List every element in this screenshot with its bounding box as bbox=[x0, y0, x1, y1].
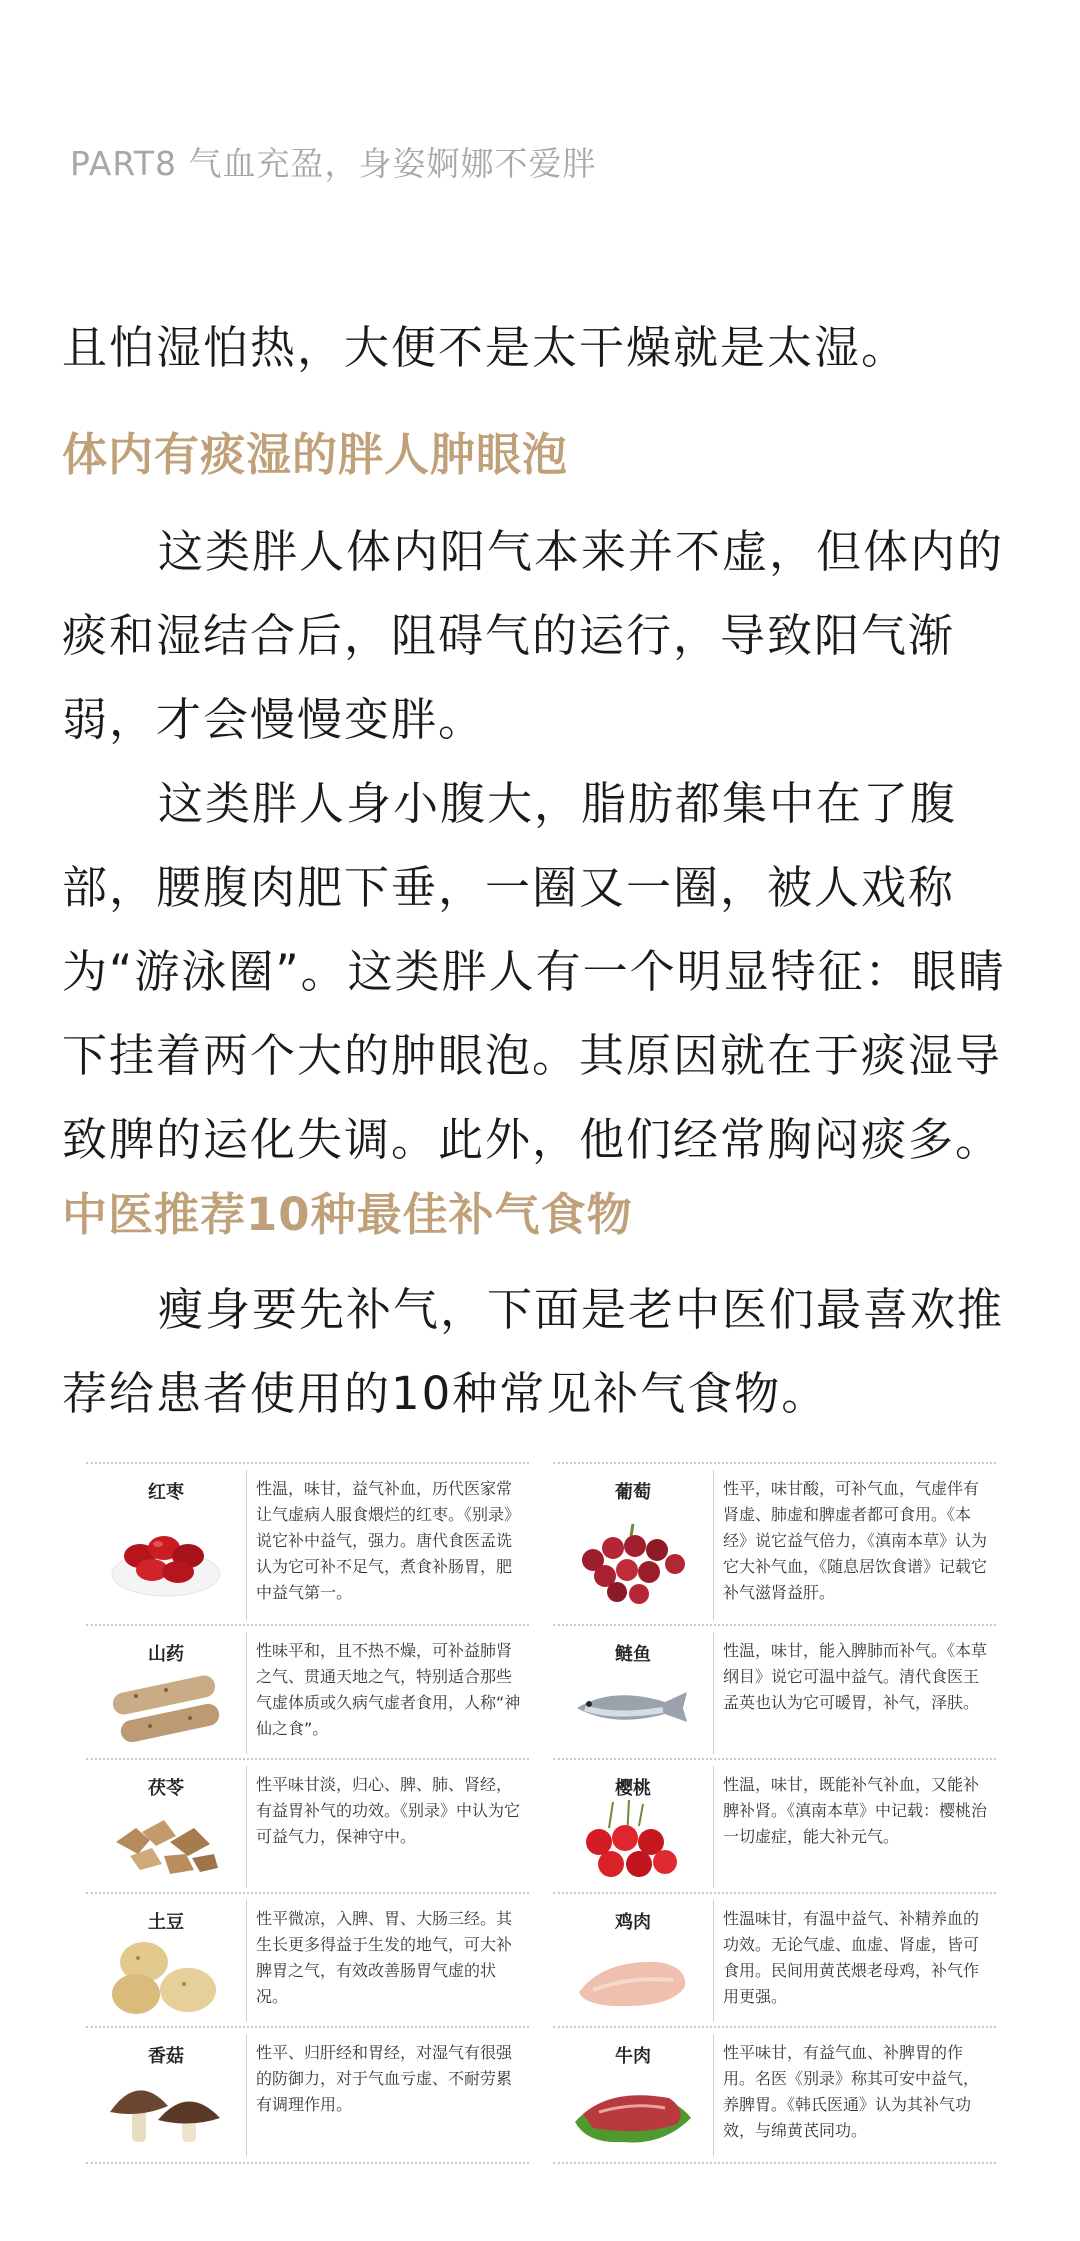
heading-phlegm-dampness: 体内有痰湿的胖人肿眼泡 bbox=[62, 428, 569, 481]
food-table bbox=[86, 1462, 996, 2172]
food-name: 土豆 bbox=[148, 1912, 184, 1933]
food-description: 性平味甘，有益气血、补脾胃的作用。名医《别录》称其可安中益气，养脾胃。《韩氏医通》认为其补气功效，与绵黄芪同功。 bbox=[723, 2043, 980, 2140]
food-description: 性温，味甘，能入脾肺而补气。《本草纲目》说它可温中益气。清代食医王孟英也认为它可暖胃，补气，泽肤。 bbox=[723, 1641, 988, 1712]
cherry-image bbox=[573, 1798, 693, 1884]
divider bbox=[246, 1766, 247, 1888]
food-row-beef bbox=[553, 2026, 996, 2164]
food-row-yam bbox=[86, 1624, 529, 1760]
red-dates-image bbox=[106, 1512, 226, 1598]
paragraph-2 bbox=[62, 762, 1032, 1182]
food-description: 性平微凉，入脾、胃、大肠三经。其生长更多得益于生发的地气，可大补脾胃之气，有效改善肠胃气虚的状况。 bbox=[256, 1909, 513, 2006]
food-row-poria bbox=[86, 1758, 529, 1894]
food-description: 性温，味甘，益气补血，历代医家常让气虚病人服食煨烂的红枣。《别录》说它补中益气，强力。唐代食医孟诜认为它可补不足气，煮食补肠胃，肥中益气第一。 bbox=[256, 1479, 521, 1602]
divider bbox=[246, 1470, 247, 1620]
food-description: 性味平和，且不热不燥，可补益肺肾之气、贯通天地之气，特别适合那些气虚体质或久病气虚者食用，人称“神仙之食”。 bbox=[256, 1641, 521, 1738]
divider bbox=[713, 1900, 714, 2022]
food-description: 性平、归肝经和胃经，对湿气有很强的防御力，对于气血亏虚、不耐劳累有调理作用。 bbox=[256, 2043, 513, 2114]
food-name: 茯苓 bbox=[148, 1778, 184, 1799]
divider bbox=[246, 1632, 247, 1754]
paragraph-1 bbox=[62, 510, 1032, 762]
paragraph-intro: 且怕湿怕热，大便不是太干燥就是太湿。 bbox=[62, 321, 909, 374]
poria-image bbox=[106, 1798, 226, 1884]
food-name: 鸡肉 bbox=[615, 1912, 651, 1933]
food-row-chicken bbox=[553, 1892, 996, 2028]
food-description: 性温，味甘，既能补气补血，又能补脾补肾。《滇南本草》中记载：樱桃治一切虚症，能大补元气。 bbox=[723, 1775, 988, 1846]
food-name: 鲢鱼 bbox=[615, 1644, 651, 1665]
food-row-potato bbox=[86, 1892, 529, 2028]
paragraph-1-text: 这类胖人体内阳气本来并不虚，但体内的痰和湿结合后，阻碍气的运行，导致阳气渐弱，才会慢慢变胖。 bbox=[62, 525, 1005, 746]
paragraph-2-text: 这类胖人身小腹大，脂肪都集中在了腹部，腰腹肉肥下垂，一圈又一圈，被人戏称为“游泳圈”。这类胖人有一个明显特征：眼睛下挂着两个大的肿眼泡。其原因就在于痰湿导致脾的运化失调。此外，他们经常胸闷痰多。 bbox=[62, 777, 1006, 1166]
food-row-silver-carp bbox=[553, 1624, 996, 1760]
food-row-cherry bbox=[553, 1758, 996, 1894]
fish-image bbox=[573, 1662, 693, 1748]
divider bbox=[713, 1470, 714, 1620]
paragraph-3-text: 瘦身要先补气，下面是老中医们最喜欢推荐给患者使用的10种常见补气食物。 bbox=[62, 1283, 1005, 1420]
food-row-red-dates bbox=[86, 1462, 529, 1626]
divider bbox=[713, 1632, 714, 1754]
food-row-mushroom bbox=[86, 2026, 529, 2164]
food-name: 红枣 bbox=[148, 1482, 184, 1503]
chicken-image bbox=[573, 1934, 693, 2020]
food-name: 山药 bbox=[148, 1644, 184, 1665]
food-description: 性温味甘，有温中益气、补精养血的功效。无论气虚、血虚、肾虚，皆可食用。民间用黄芪煨老母鸡，补气作用更强。 bbox=[723, 1909, 980, 2006]
yam-image bbox=[106, 1666, 226, 1752]
divider bbox=[246, 2034, 247, 2156]
potato-image bbox=[106, 1932, 226, 2018]
food-name: 牛肉 bbox=[615, 2046, 651, 2067]
food-name: 葡萄 bbox=[615, 1482, 651, 1503]
food-name: 香菇 bbox=[148, 2046, 184, 2067]
beef-image bbox=[573, 2066, 693, 2152]
grape-image bbox=[573, 1520, 693, 1606]
divider bbox=[713, 1766, 714, 1888]
heading-ten-foods: 中医推荐10种最佳补气食物 bbox=[62, 1188, 633, 1241]
divider bbox=[713, 2034, 714, 2156]
divider bbox=[246, 1900, 247, 2022]
food-name: 樱桃 bbox=[615, 1778, 651, 1799]
food-description: 性平味甘淡，归心、脾、肺、肾经，有益胃补气的功效。《别录》中认为它可益气力，保神守中。 bbox=[256, 1775, 521, 1846]
mushroom-image bbox=[106, 2066, 226, 2152]
food-row-grape bbox=[553, 1462, 996, 1626]
paragraph-3 bbox=[62, 1268, 1032, 1436]
food-description: 性平，味甘酸，可补气血，气虚伴有肾虚、肺虚和脾虚者都可食用。《本经》说它益气倍力，《滇南本草》认为它大补气血，《随息居饮食谱》记载它补气滋肾益肝。 bbox=[723, 1479, 988, 1602]
section-header: PART8 气血充盈，身姿婀娜不爱胖 bbox=[70, 144, 597, 183]
